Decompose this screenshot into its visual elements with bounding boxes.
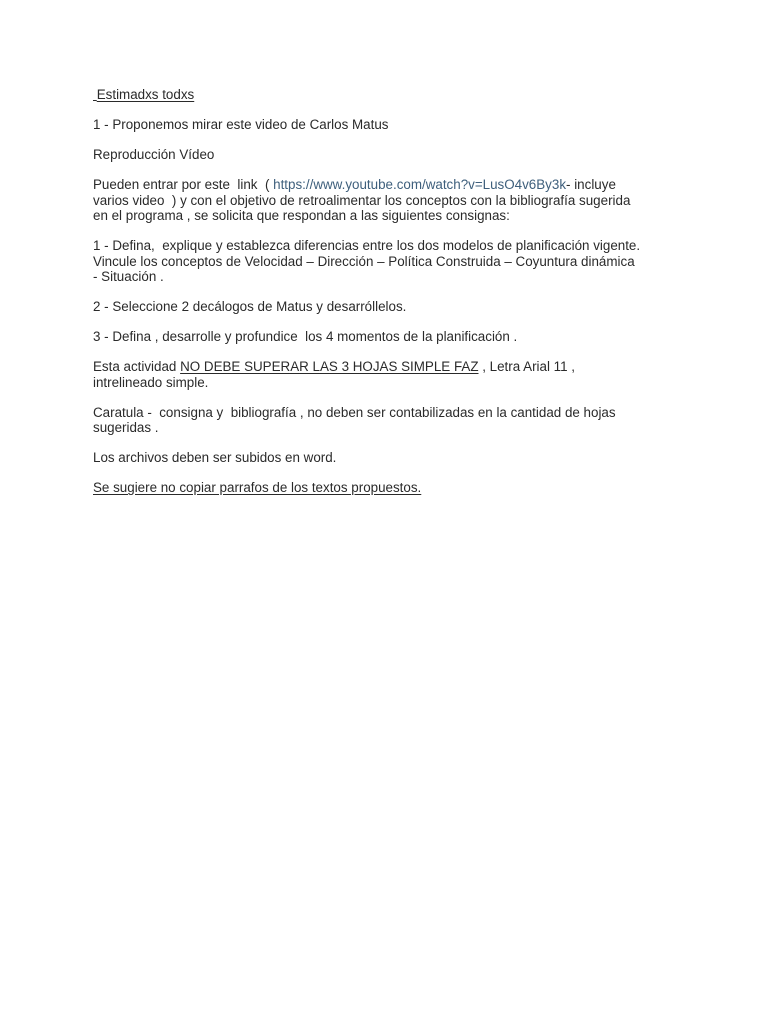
greeting — [93, 87, 683, 103]
caratula-paragraph — [93, 405, 683, 436]
item-1: 1 - Proponemos mirar este video de Carlos Matus — [93, 117, 389, 132]
archivos-note: Los archivos deben ser subidos en word. — [93, 450, 337, 465]
link-paragraph-line-1 — [93, 177, 683, 193]
activity-line-2: intrelineado simple. — [93, 374, 209, 390]
activity-intro: Esta actividad — [93, 359, 181, 374]
consigna-2: 2 - Seleccione 2 decálogos de Matus y desarróllelos. — [93, 299, 407, 314]
consigna-1 — [93, 238, 683, 285]
document-page — [93, 87, 683, 510]
link-intro: Pueden entrar por este link ( — [93, 177, 274, 192]
consigna-1-line-2: Vincule los conceptos de Velocidad – Dirección – Política Construida – Coyuntura dinámica — [93, 253, 635, 269]
activity-limit: NO DEBE SUPERAR LAS 3 HOJAS SIMPLE FAZ — [180, 359, 479, 374]
consigna-1-line-3: - Situación . — [93, 269, 164, 284]
copy-warning: Se sugiere no copiar parrafos de los textos propuestos. — [93, 480, 422, 495]
activity-line-1 — [93, 359, 683, 375]
link-paragraph-line-2: varios video ) y con el objetivo de retroalimentar los conceptos con la bibliografía sugerida — [93, 192, 631, 208]
video-link[interactable]: https://www.youtube.com/watch?v=LusO4v6By3k — [273, 177, 567, 192]
link-paragraph — [93, 177, 683, 224]
link-after: - incluye — [566, 177, 616, 192]
greeting-text: Estimadxs todxs — [96, 87, 195, 102]
caratula-line-2: sugeridas . — [93, 420, 159, 435]
link-paragraph-line-3: en el programa , se solicita que respondan a las siguientes consignas: — [93, 208, 510, 223]
consigna-3: 3 - Defina , desarrolle y profundice los 4 momentos de la planificación . — [93, 329, 518, 344]
activity-paragraph — [93, 359, 683, 390]
video-label: Reproducción Vídeo — [93, 147, 215, 162]
consigna-1-line-1: 1 - Defina, explique y establezca diferencias entre los dos modelos de planificación vigente. — [93, 238, 641, 253]
activity-font: , Letra Arial 11 , — [478, 359, 576, 374]
caratula-line-1: Caratula - consigna y bibliografía , no deben ser contabilizadas en la cantidad de hojas — [93, 404, 616, 420]
